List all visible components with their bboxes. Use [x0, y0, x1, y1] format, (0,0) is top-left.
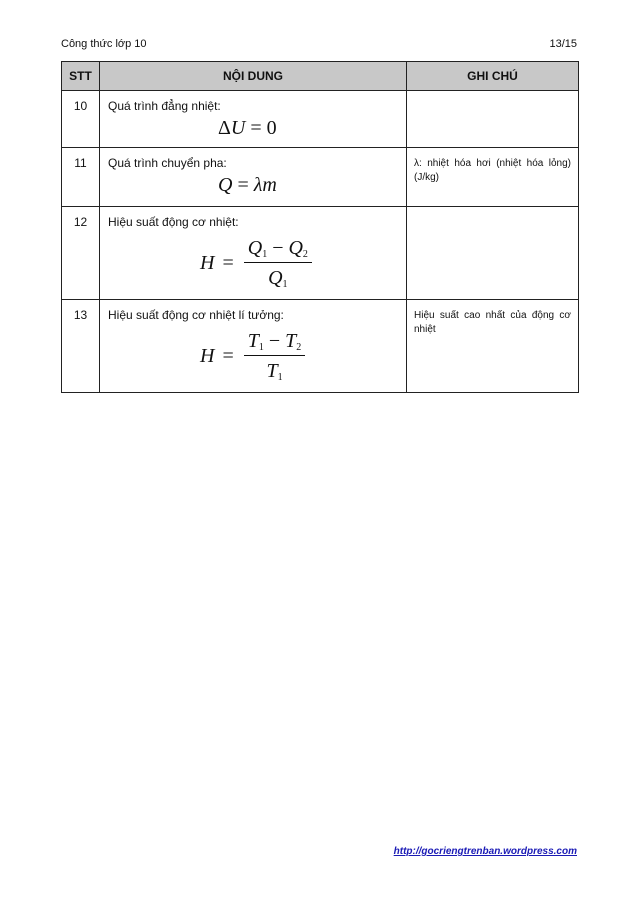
- table-row: [62, 207, 579, 300]
- row-content-label: Hiệu suất động cơ nhiệt:: [108, 215, 239, 229]
- column-header-note: GHI CHÚ: [407, 62, 579, 91]
- row-number: 12: [62, 207, 100, 300]
- page-number: 13/15: [549, 38, 577, 50]
- formula-phase-change: Q = λm: [218, 174, 277, 196]
- row-content: [100, 300, 407, 393]
- formula-ideal-efficiency: H = $\frac{T_1 - T_2}{T_1}$: [200, 330, 398, 392]
- row-number: 10: [62, 91, 100, 148]
- row-note: [407, 91, 579, 148]
- table-row: [62, 300, 579, 393]
- row-content-label: Hiệu suất động cơ nhiệt lí tưởng:: [108, 308, 284, 322]
- row-content-label: Quá trình đẳng nhiệt:: [108, 99, 221, 113]
- row-note: Hiệu suất cao nhất của động cơ nhiệt: [407, 300, 579, 393]
- row-content: [100, 148, 407, 207]
- row-note: λ: nhiệt hóa hơi (nhiệt hóa lỏng) (J/kg): [407, 148, 579, 207]
- column-header-stt: STT: [62, 62, 100, 91]
- row-number: 13: [62, 300, 100, 393]
- document-title: Công thức lớp 10: [61, 38, 147, 50]
- website-link[interactable]: http://gocriengtrenban.wordpress.com: [393, 846, 577, 857]
- row-number: 11: [62, 148, 100, 207]
- table-row: [62, 91, 579, 148]
- row-content: [100, 207, 407, 300]
- row-content: [100, 91, 407, 148]
- formula-table: [61, 61, 579, 393]
- row-content-label: Quá trình chuyển pha:: [108, 156, 227, 170]
- table-row: [62, 148, 579, 207]
- row-note: [407, 207, 579, 300]
- formula-isothermal: ΔU = 0: [218, 117, 277, 139]
- formula-heat-engine-efficiency: H = $\frac{Q_1 - Q_2}{Q_1}$: [200, 237, 398, 299]
- column-header-content: NỘI DUNG: [100, 62, 407, 91]
- table-header-row: [62, 62, 579, 91]
